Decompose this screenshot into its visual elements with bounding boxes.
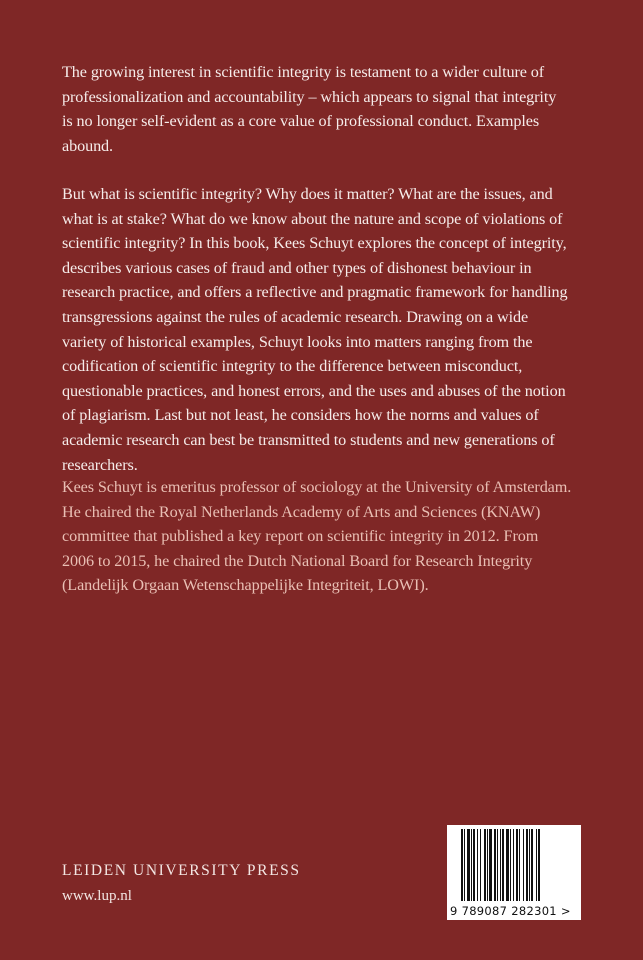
text-line: 2006 to 2015, he chaired the Dutch National Board for Research Integrity <box>62 551 533 570</box>
text-line: committee that published a key report on scientific integrity in 2012. From <box>62 527 539 546</box>
text-line: codification of scientific integrity to the difference between misconduct, <box>62 357 523 376</box>
author-bio <box>62 475 622 598</box>
isbn-number: 9 789087 282301 > <box>450 904 571 918</box>
publisher-name: LEIDEN UNIVERSITY PRESS <box>62 862 301 879</box>
text-line: describes various cases of fraud and other types of dishonest behaviour in <box>62 258 532 277</box>
text-line: research practice, and offers a reflective and pragmatic framework for handling <box>62 283 568 302</box>
text-line: academic research can best be transmitted to students and new generations of <box>62 430 555 449</box>
isbn-barcode <box>447 825 581 920</box>
text-line: of plagiarism. Last but not least, he considers how the norms and values of <box>62 406 539 425</box>
text-line: Kees Schuyt is emeritus professor of sociology at the University of Amsterdam. <box>62 478 572 496</box>
text-line: The growing interest in scientific integrity is testament to a wider culture of <box>62 63 545 81</box>
text-line: abound. <box>62 136 114 155</box>
text-line: transgressions against the rules of academic research. Drawing on a wide <box>62 307 529 326</box>
publisher-website[interactable]: www.lup.nl <box>62 888 132 904</box>
barcode-bars <box>461 829 567 901</box>
description-paragraph-2 <box>62 182 622 477</box>
text-line: (Landelijk Orgaan Wetenschappelijke Integriteit, LOWI). <box>62 576 429 595</box>
text-line: variety of historical examples, Schuyt looks into matters ranging from the <box>62 332 533 351</box>
text-line: He chaired the Royal Netherlands Academy of Arts and Sciences (KNAW) <box>62 502 541 521</box>
text-line: scientific integrity? In this book, Kees Schuyt explores the concept of integrity, <box>62 234 567 253</box>
text-line: what is at stake? What do we know about the nature and scope of violations of <box>62 209 563 228</box>
text-line: researchers. <box>62 455 138 474</box>
text-line: is no longer self-evident as a core value of professional conduct. Examples <box>62 112 540 131</box>
text-line: questionable practices, and honest errors, and the uses and abuses of the notion <box>62 381 566 400</box>
text-line: professionalization and accountability – which appears to signal that integrity <box>62 87 557 106</box>
description-paragraph-1 <box>62 60 622 158</box>
text-line: But what is scientific integrity? Why does it matter? What are the issues, and <box>62 185 553 203</box>
